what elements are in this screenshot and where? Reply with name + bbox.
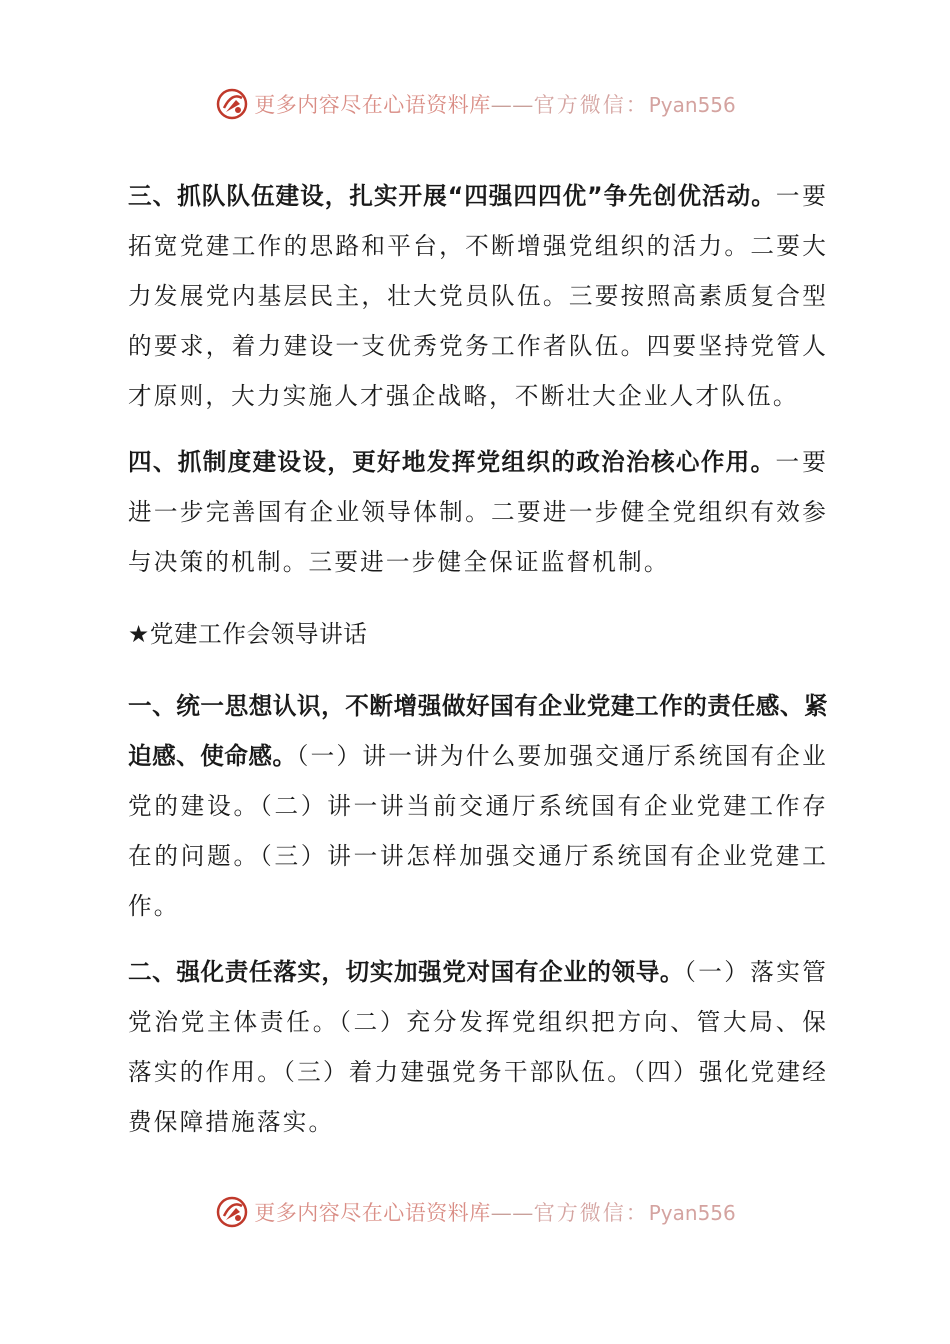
speech-point-2-heading: 二、强化责任落实，切实加强党对国有企业的领导。 (128, 958, 685, 986)
paragraph-3-heading: 三、抓队队伍建设，扎实开展“四强四四优”争先创优活动。 (128, 182, 776, 210)
watermark-banner-top (0, 80, 950, 128)
speech-point-1-body: （一）讲一讲为什么要加强交通厅系统国有企业党的建设。（二）讲一讲当前交通厅系统国有企业党建工作存在的问题。（三）讲一讲怎样加强交通厅系统国有企业党建工作。 (128, 742, 828, 920)
watermark-text: 更多内容尽在心语资料库——官方微信：Pyan556 (254, 93, 736, 117)
paragraph-4 (128, 437, 828, 587)
brand-logo-icon (214, 86, 250, 122)
speech-point-1-heading: 一、统一思想认识，不断增强做好国有企业党建工作的责任感、紧迫感、使命感。 (128, 692, 828, 770)
paragraph-3 (128, 171, 828, 421)
section-title: ★党建工作会领导讲话 (128, 620, 368, 648)
watermark-text: 更多内容尽在心语资料库——官方微信：Pyan556 (254, 1201, 736, 1225)
watermark-banner-bottom (0, 1188, 950, 1236)
speech-point-2-body: （一）落实管党治党主体责任。（二）充分发挥党组织把方向、管大局、保落实的作用。（三）着力建强党务干部队伍。（四）强化党建经费保障措施落实。 (128, 958, 828, 1136)
speech-point-1 (128, 681, 828, 931)
document-body (128, 171, 828, 1147)
paragraph-3-body: 一要拓宽党建工作的思路和平台，不断增强党组织的活力。二要大力发展党内基层民主，壮大党员队伍。三要按照高素质复合型的要求，着力建设一支优秀党务工作者队伍。四要坚持党管人才原则，大力实施人才强企战略，不断壮大企业人才队伍。 (128, 182, 828, 410)
paragraph-4-body: 一要进一步完善国有企业领导体制。二要进一步健全党组织有效参与决策的机制。三要进一步健全保证监督机制。 (128, 448, 828, 576)
brand-logo-icon (214, 1194, 250, 1230)
speech-point-2 (128, 947, 828, 1147)
paragraph-4-heading: 四、抓制度建设设，更好地发挥党组织的政治治核心作用。 (128, 448, 776, 476)
